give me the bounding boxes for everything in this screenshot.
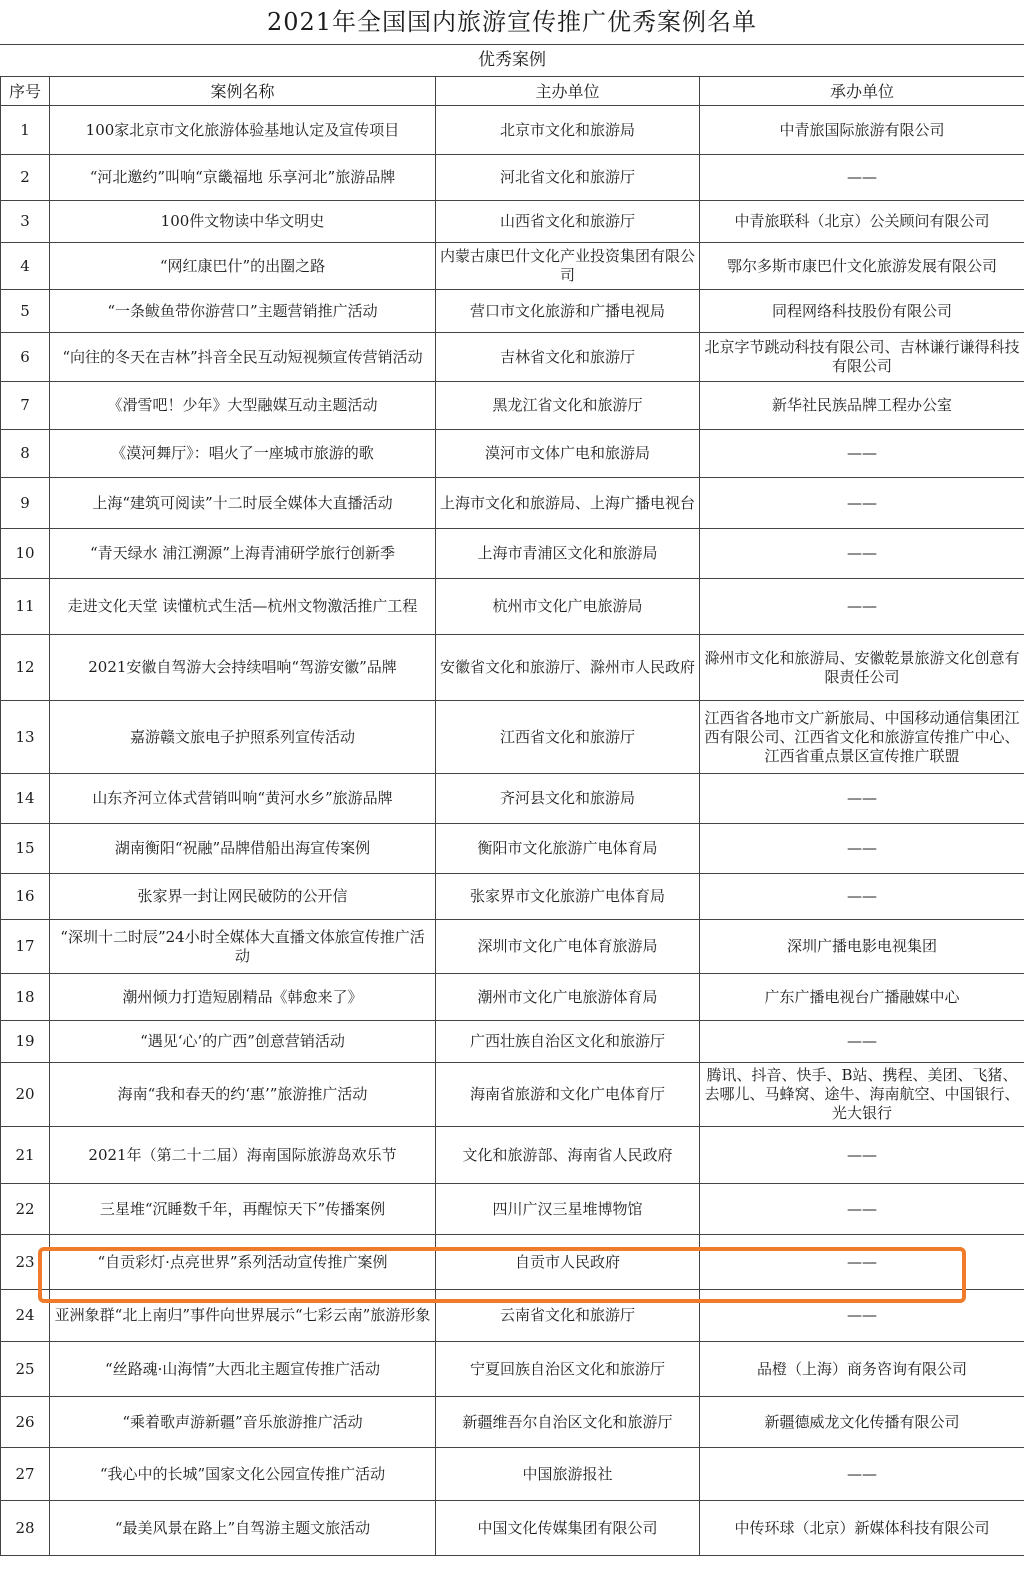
row-number-cell: 6 — [1, 333, 50, 382]
case-name-cell: 山东齐河立体式营销叫响“黄河水乡”旅游品牌 — [50, 774, 436, 824]
organizer-unit-cell: —— — [700, 1235, 1024, 1290]
organizer-unit-cell: 腾讯、抖音、快手、B站、携程、美团、飞猪、去哪儿、马蜂窝、途牛、海南航空、中国银行、光大银行 — [700, 1063, 1024, 1127]
column-header-case-name: 案例名称 — [50, 77, 436, 106]
case-name-cell: “丝路魂·山海情”大西北主题宣传推广活动 — [50, 1342, 436, 1397]
case-list-table — [0, 76, 1024, 1556]
host-unit-cell: 营口市文化旅游和广播电视局 — [436, 290, 700, 333]
host-unit-cell: 北京市文化和旅游局 — [436, 106, 700, 155]
table-row — [1, 920, 1024, 974]
host-unit-cell: 上海市青浦区文化和旅游局 — [436, 529, 700, 579]
table-row — [1, 579, 1024, 635]
organizer-unit-cell: 品橙（上海）商务咨询有限公司 — [700, 1342, 1024, 1397]
host-unit-cell: 新疆维吾尔自治区文化和旅游厅 — [436, 1397, 700, 1448]
organizer-unit-cell: —— — [700, 155, 1024, 201]
case-name-cell: 2021年（第二十二届）海南国际旅游岛欢乐节 — [50, 1127, 436, 1184]
row-number-cell: 20 — [1, 1063, 50, 1127]
organizer-unit-cell: —— — [700, 430, 1024, 478]
row-number-cell: 4 — [1, 243, 50, 290]
row-number-cell: 26 — [1, 1397, 50, 1448]
organizer-unit-cell: —— — [700, 1021, 1024, 1063]
table-row — [1, 1448, 1024, 1501]
row-number-cell: 13 — [1, 701, 50, 774]
host-unit-cell: 宁夏回族自治区文化和旅游厅 — [436, 1342, 700, 1397]
host-unit-cell: 衡阳市文化旅游广电体育局 — [436, 824, 700, 874]
column-header-host-unit: 主办单位 — [436, 77, 700, 106]
host-unit-cell: 江西省文化和旅游厅 — [436, 701, 700, 774]
row-number-cell: 28 — [1, 1501, 50, 1556]
case-name-cell: 张家界一封让网民破防的公开信 — [50, 874, 436, 920]
row-number-cell: 7 — [1, 382, 50, 430]
table-row — [1, 106, 1024, 155]
case-name-cell: 湖南衡阳“祝融”品牌借船出海宣传案例 — [50, 824, 436, 874]
row-number-cell: 18 — [1, 974, 50, 1021]
row-number-cell: 9 — [1, 478, 50, 529]
organizer-unit-cell: 广东广播电视台广播融媒中心 — [700, 974, 1024, 1021]
case-name-cell: “深圳十二时辰”24小时全媒体大直播文体旅宣传推广活动 — [50, 920, 436, 974]
row-number-cell: 21 — [1, 1127, 50, 1184]
case-name-cell: 2021安徽自驾游大会持续唱响“驾游安徽”品牌 — [50, 635, 436, 701]
table-row — [1, 333, 1024, 382]
case-name-cell: “河北邀约”叫响“京畿福地 乐享河北”旅游品牌 — [50, 155, 436, 201]
host-unit-cell: 广西壮族自治区文化和旅游厅 — [436, 1021, 700, 1063]
table-row — [1, 701, 1024, 774]
host-unit-cell: 深圳市文化广电体育旅游局 — [436, 920, 700, 974]
host-unit-cell: 齐河县文化和旅游局 — [436, 774, 700, 824]
table-row — [1, 1290, 1024, 1342]
host-unit-cell: 四川广汉三星堆博物馆 — [436, 1184, 700, 1235]
row-number-cell: 3 — [1, 201, 50, 243]
case-name-cell: 三星堆“沉睡数千年，再醒惊天下”传播案例 — [50, 1184, 436, 1235]
organizer-unit-cell: 中青旅联科（北京）公关顾问有限公司 — [700, 201, 1024, 243]
host-unit-cell: 潮州市文化广电旅游体育局 — [436, 974, 700, 1021]
case-name-cell: 《滑雪吧！少年》大型融媒互动主题活动 — [50, 382, 436, 430]
organizer-unit-cell: 江西省各地市文广新旅局、中国移动通信集团江西有限公司、江西省文化和旅游宣传推广中心、江西省重点景区宣传推广联盟 — [700, 701, 1024, 774]
host-unit-cell: 文化和旅游部、海南省人民政府 — [436, 1127, 700, 1184]
organizer-unit-cell: —— — [700, 478, 1024, 529]
table-row — [1, 774, 1024, 824]
row-number-cell: 11 — [1, 579, 50, 635]
case-name-cell: “青天绿水 浦江溯源”上海青浦研学旅行创新季 — [50, 529, 436, 579]
organizer-unit-cell: 中青旅国际旅游有限公司 — [700, 106, 1024, 155]
table-row — [1, 1184, 1024, 1235]
organizer-unit-cell: —— — [700, 874, 1024, 920]
organizer-unit-cell: —— — [700, 774, 1024, 824]
case-name-cell: “一条鲅鱼带你游营口”主题营销推广活动 — [50, 290, 436, 333]
case-name-cell: “乘着歌声游新疆”音乐旅游推广活动 — [50, 1397, 436, 1448]
organizer-unit-cell: —— — [700, 579, 1024, 635]
case-name-cell: 100件文物读中华文明史 — [50, 201, 436, 243]
organizer-unit-cell: 同程网络科技股份有限公司 — [700, 290, 1024, 333]
table-row — [1, 382, 1024, 430]
organizer-unit-cell: —— — [700, 1127, 1024, 1184]
case-name-cell: “自贡彩灯·点亮世界”系列活动宣传推广案例 — [50, 1235, 436, 1290]
host-unit-cell: 内蒙古康巴什文化产业投资集团有限公司 — [436, 243, 700, 290]
row-number-cell: 24 — [1, 1290, 50, 1342]
section-subtitle: 优秀案例 — [0, 44, 1024, 77]
case-name-cell: “遇见‘心’的广西”创意营销活动 — [50, 1021, 436, 1063]
table-row — [1, 478, 1024, 529]
host-unit-cell: 中国文化传媒集团有限公司 — [436, 1501, 700, 1556]
host-unit-cell: 山西省文化和旅游厅 — [436, 201, 700, 243]
organizer-unit-cell: 深圳广播电影电视集团 — [700, 920, 1024, 974]
organizer-unit-cell: —— — [700, 824, 1024, 874]
organizer-unit-cell: 中传环球（北京）新媒体科技有限公司 — [700, 1501, 1024, 1556]
table-row — [1, 529, 1024, 579]
row-number-cell: 2 — [1, 155, 50, 201]
column-header-number: 序号 — [1, 77, 50, 106]
table-row — [1, 243, 1024, 290]
host-unit-cell: 云南省文化和旅游厅 — [436, 1290, 700, 1342]
case-name-cell: 嘉游赣文旅电子护照系列宣传活动 — [50, 701, 436, 774]
table-row — [1, 1127, 1024, 1184]
row-number-cell: 1 — [1, 106, 50, 155]
row-number-cell: 15 — [1, 824, 50, 874]
host-unit-cell: 上海市文化和旅游局、上海广播电视台 — [436, 478, 700, 529]
host-unit-cell: 自贡市人民政府 — [436, 1235, 700, 1290]
table-row — [1, 430, 1024, 478]
host-unit-cell: 黑龙江省文化和旅游厅 — [436, 382, 700, 430]
row-number-cell: 19 — [1, 1021, 50, 1063]
row-number-cell: 25 — [1, 1342, 50, 1397]
case-name-cell: “向往的冬天在吉林”抖音全民互动短视频宣传营销活动 — [50, 333, 436, 382]
table-row — [1, 1063, 1024, 1127]
case-name-cell: 走进文化天堂 读懂杭式生活—杭州文物激活推广工程 — [50, 579, 436, 635]
table-body — [1, 106, 1024, 1556]
row-number-cell: 22 — [1, 1184, 50, 1235]
case-name-cell: 《漠河舞厅》：唱火了一座城市旅游的歌 — [50, 430, 436, 478]
row-number-cell: 27 — [1, 1448, 50, 1501]
organizer-unit-cell: 新华社民族品牌工程办公室 — [700, 382, 1024, 430]
row-number-cell: 17 — [1, 920, 50, 974]
organizer-unit-cell: —— — [700, 1448, 1024, 1501]
column-header-organizer-unit: 承办单位 — [700, 77, 1024, 106]
host-unit-cell: 河北省文化和旅游厅 — [436, 155, 700, 201]
case-name-cell: 海南“我和春天的约‘惠’”旅游推广活动 — [50, 1063, 436, 1127]
host-unit-cell: 张家界市文化旅游广电体育局 — [436, 874, 700, 920]
organizer-unit-cell: 鄂尔多斯市康巴什文化旅游发展有限公司 — [700, 243, 1024, 290]
case-name-cell: 亚洲象群“北上南归”事件向世界展示“七彩云南”旅游形象 — [50, 1290, 436, 1342]
table-row — [1, 201, 1024, 243]
table-row — [1, 974, 1024, 1021]
row-number-cell: 12 — [1, 635, 50, 701]
host-unit-cell: 吉林省文化和旅游厅 — [436, 333, 700, 382]
table-row — [1, 1397, 1024, 1448]
table-row — [1, 1342, 1024, 1397]
table-row — [1, 824, 1024, 874]
case-name-cell: “网红康巴什”的出圈之路 — [50, 243, 436, 290]
host-unit-cell: 杭州市文化广电旅游局 — [436, 579, 700, 635]
host-unit-cell: 海南省旅游和文化广电体育厅 — [436, 1063, 700, 1127]
case-name-cell: “最美风景在路上”自驾游主题文旅活动 — [50, 1501, 436, 1556]
organizer-unit-cell: —— — [700, 1184, 1024, 1235]
organizer-unit-cell: 新疆德威龙文化传播有限公司 — [700, 1397, 1024, 1448]
organizer-unit-cell: 北京字节跳动科技有限公司、吉林谦行谦得科技有限公司 — [700, 333, 1024, 382]
host-unit-cell: 中国旅游报社 — [436, 1448, 700, 1501]
table-header-row — [1, 77, 1024, 106]
table-row — [1, 290, 1024, 333]
row-number-cell: 23 — [1, 1235, 50, 1290]
table-row — [1, 1235, 1024, 1290]
case-name-cell: “我心中的长城”国家文化公园宣传推广活动 — [50, 1448, 436, 1501]
table-row — [1, 155, 1024, 201]
row-number-cell: 14 — [1, 774, 50, 824]
case-name-cell: 100家北京市文化旅游体验基地认定及宣传项目 — [50, 106, 436, 155]
table-row — [1, 1021, 1024, 1063]
document-title: 2021年全国国内旅游宣传推广优秀案例名单 — [0, 0, 1024, 45]
host-unit-cell: 漠河市文体广电和旅游局 — [436, 430, 700, 478]
table-row — [1, 1501, 1024, 1556]
organizer-unit-cell: 滁州市文化和旅游局、安徽乾景旅游文化创意有限责任公司 — [700, 635, 1024, 701]
table-row — [1, 635, 1024, 701]
case-name-cell: 上海“建筑可阅读”十二时辰全媒体大直播活动 — [50, 478, 436, 529]
row-number-cell: 5 — [1, 290, 50, 333]
host-unit-cell: 安徽省文化和旅游厅、滁州市人民政府 — [436, 635, 700, 701]
organizer-unit-cell: —— — [700, 529, 1024, 579]
row-number-cell: 8 — [1, 430, 50, 478]
case-name-cell: 潮州倾力打造短剧精品《韩愈来了》 — [50, 974, 436, 1021]
table-row — [1, 874, 1024, 920]
row-number-cell: 16 — [1, 874, 50, 920]
organizer-unit-cell: —— — [700, 1290, 1024, 1342]
row-number-cell: 10 — [1, 529, 50, 579]
